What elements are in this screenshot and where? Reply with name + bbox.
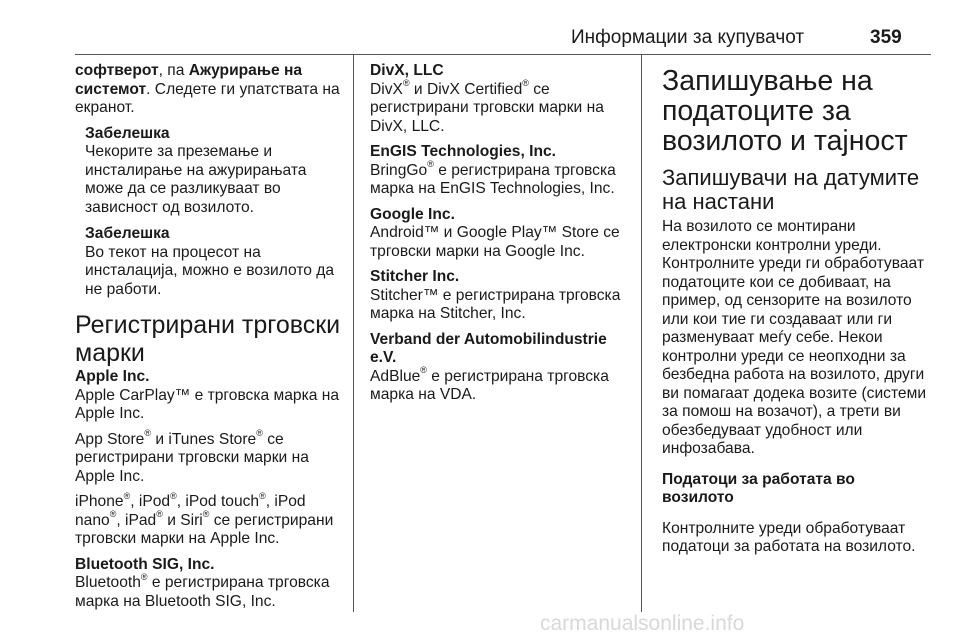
apple-title: Apple Inc.	[75, 368, 150, 385]
apple-p3: iPhone®, iPod®, iPod touch®, iPod nano®, iPad® и Siri® се регистрирани трговски марки на Apple Inc.	[75, 490, 334, 547]
vda-title: Verband der Automobilindustrie e.V.	[370, 330, 607, 366]
watermark: carmanualsonline.info	[540, 612, 745, 635]
note-2-text: Во текот на процесот на инсталација, можно е возилото да не работи.	[85, 243, 335, 298]
divx-text: DivX® и DivX Certified® се регистрирани трговски марки на DivX, LLC.	[370, 78, 604, 135]
bluetooth-text: Bluetooth® е регистрирана трговска марка на Bluetooth SIG, Inc.	[75, 571, 330, 610]
intro-bold-1: софтверот	[75, 62, 159, 79]
note-1	[85, 125, 347, 218]
event-recorders-text: На возилото се монтирани електронски контролни уреди. Контролните уреди ги обработуваат податоците кои се добиваат, на пример, од сензорите на возилото или кои тие ги создаваат или ги разменуваат меѓу себе. Некои контролни уреди се неопходни за безбедна работа на возилото, други ви помагаат додека возите (системи за помош на возачот), а трети ви обезбедуваат удобност или инфозабава.	[662, 218, 927, 457]
subheading-operating-data: Податоци за работата во возилото	[662, 470, 855, 506]
google-title: Google Inc.	[370, 205, 455, 223]
section-heading-trademarks: Регистрирани трговски марки	[75, 311, 341, 367]
column-divider-2	[641, 55, 642, 612]
divx-title: DivX, LLC	[370, 62, 444, 79]
stitcher-title: Stitcher Inc.	[370, 268, 460, 285]
page-number: 359	[870, 27, 902, 48]
column-2	[370, 62, 635, 412]
note-1-title: Забелешка	[85, 124, 170, 142]
intro-paragraph	[75, 62, 347, 118]
operating-data-text: Контролните уреди обработуваат податоци за работата на возилото.	[662, 519, 916, 555]
engis-title: EnGIS Technologies, Inc.	[370, 143, 556, 160]
intro-text-1: , па	[158, 62, 189, 79]
column-1	[75, 62, 347, 618]
column-divider-1	[353, 55, 354, 612]
header-rule	[75, 54, 931, 55]
intro-text-2: . Следете ги упатствата на екранот.	[75, 80, 340, 116]
note-2	[85, 225, 347, 299]
intro-bold-2: Ажурирање на системот	[75, 62, 303, 98]
running-header-title: Информации за купувачот	[571, 27, 805, 48]
apple-p2: App Store® и iTunes Store® се регистрирани трговски марки на Apple Inc.	[75, 428, 309, 485]
engis-text: BringGo® е регистрирана трговска марка на EnGIS Technologies, Inc.	[370, 159, 616, 197]
google-text: Android™ и Google Play™ Store се трговски марки на Google Inc.	[370, 224, 620, 260]
note-1-text: Чекорите за преземање и инсталирање на ажурирањата може да се разликуваат во зависност од возилото.	[85, 143, 307, 216]
subheading-event-recorders: Запишувачи на датумите на настани	[662, 165, 920, 214]
main-heading: Запишување на податоците за возилото и тајност	[662, 65, 908, 157]
note-2-title: Забелешка	[85, 225, 170, 242]
vda-text: AdBlue® е регистрирана трговска марка на VDA.	[370, 365, 609, 403]
stitcher-text: Stitcher™ е регистрирана трговска марка на Stitcher, Inc.	[370, 286, 621, 322]
apple-p1: Apple CarPlay™ е трговска марка на Apple Inc.	[75, 386, 340, 422]
bluetooth-title: Bluetooth SIG, Inc.	[75, 555, 215, 573]
column-3	[662, 64, 930, 564]
